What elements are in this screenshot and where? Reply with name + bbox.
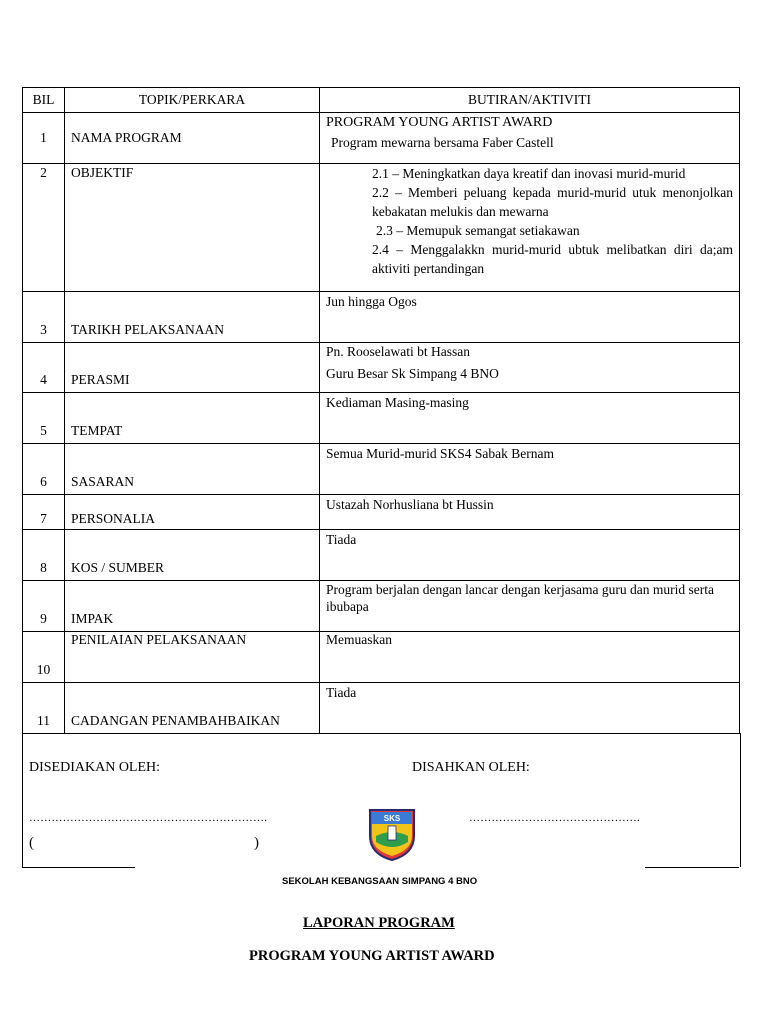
- table-row: [23, 632, 740, 683]
- row-detail: Program berjalan dengan lancar dengan kerjasama guru dan murid serta ibubapa: [320, 581, 740, 632]
- header-topik: TOPIK/PERKARA: [65, 88, 320, 113]
- report-title: LAPORAN PROGRAM: [303, 915, 455, 931]
- objective-item: 2.2 – Memberi peluang kepada murid-murid utuk menonjolkan kebakatan melukis dan mewarna: [372, 185, 733, 219]
- table-row: [23, 683, 740, 734]
- row-topic: PERSONALIA: [65, 495, 320, 530]
- row-number: 7: [23, 495, 65, 530]
- table-row: [23, 164, 740, 292]
- row-detail: Ustazah Norhusliana bt Hussin: [320, 495, 740, 530]
- row-detail: [320, 343, 740, 393]
- table-header-row: [23, 88, 740, 113]
- table-row: [23, 530, 740, 581]
- prepared-by-label: DISEDIAKAN OLEH:: [29, 760, 161, 775]
- table-row: [23, 113, 740, 164]
- row-detail: [320, 113, 740, 164]
- row-topic: PERASMI: [65, 343, 320, 393]
- crest-shield-icon: [366, 806, 418, 862]
- approved-by-label: DISAHKAN OLEH:: [412, 760, 530, 775]
- table-row: [23, 495, 740, 530]
- row-number: 11: [23, 683, 65, 734]
- row-topic: PENILAIAN PELAKSANAAN: [65, 632, 320, 683]
- row-topic: IMPAK: [65, 581, 320, 632]
- row-topic: TARIKH PELAKSANAAN: [65, 292, 320, 343]
- row-number: 3: [23, 292, 65, 343]
- objective-item: 2.1 – Meningkatkan daya kreatif dan inovasi murid-murid: [372, 166, 686, 181]
- objectives-list: [320, 164, 740, 292]
- objective-item: 2.3 – Memupuk semangat setiakawan: [376, 223, 580, 238]
- row-detail: Tiada: [320, 683, 740, 734]
- name-paren-open: (: [29, 835, 34, 851]
- row-topic: OBJEKTIF: [65, 164, 320, 292]
- school-crest-logo: [366, 806, 418, 862]
- row-number: 4: [23, 343, 65, 393]
- program-name: PROGRAM YOUNG ARTIST AWARD: [326, 115, 553, 130]
- objective-item: 2.4 – Menggalakkn murid-murid ubtuk melibatkan diri da;am aktiviti pertandingan: [372, 242, 733, 276]
- row-topic: CADANGAN PENAMBAHBAIKAN: [65, 683, 320, 734]
- table-row: [23, 444, 740, 495]
- row-number: 10: [23, 632, 65, 683]
- name-paren-close: ): [254, 835, 259, 851]
- row-number: 8: [23, 530, 65, 581]
- table-row: [23, 581, 740, 632]
- row-detail: Tiada: [320, 530, 740, 581]
- row-topic: SASARAN: [65, 444, 320, 495]
- program-report-table: [22, 87, 740, 734]
- school-name: SEKOLAH KEBANGSAAN SIMPANG 4 BNO: [282, 876, 478, 887]
- table-row: [23, 393, 740, 444]
- signature-divider-left: [22, 867, 135, 868]
- row-detail: Jun hingga Ogos: [320, 292, 740, 343]
- row-topic: TEMPAT: [65, 393, 320, 444]
- signature-line-left: ……………………………………………………….: [29, 812, 268, 824]
- row-number: 1: [23, 113, 65, 164]
- row-number: 5: [23, 393, 65, 444]
- row-topic: NAMA PROGRAM: [65, 113, 320, 164]
- header-butiran: BUTIRAN/AKTIVITI: [320, 88, 740, 113]
- row-number: 9: [23, 581, 65, 632]
- officiator-title: Guru Besar Sk Simpang 4 BNO: [326, 366, 499, 381]
- signature-line-right: ……………………………………….: [469, 812, 640, 824]
- row-topic: KOS / SUMBER: [65, 530, 320, 581]
- crest-text: SKS: [383, 814, 401, 823]
- program-title: PROGRAM YOUNG ARTIST AWARD: [249, 948, 495, 964]
- row-detail: Memuaskan: [320, 632, 740, 683]
- table-row: [23, 343, 740, 393]
- row-number: 2: [23, 164, 65, 292]
- table-row: [23, 292, 740, 343]
- header-bil: BIL: [23, 88, 65, 113]
- officiator-name: Pn. Rooselawati bt Hassan: [326, 344, 470, 359]
- row-detail: Kediaman Masing-masing: [320, 393, 740, 444]
- program-subtitle: Program mewarna bersama Faber Castell: [331, 135, 554, 150]
- row-number: 6: [23, 444, 65, 495]
- row-detail: Semua Murid-murid SKS4 Sabak Bernam: [320, 444, 740, 495]
- signature-divider-right: [645, 867, 739, 868]
